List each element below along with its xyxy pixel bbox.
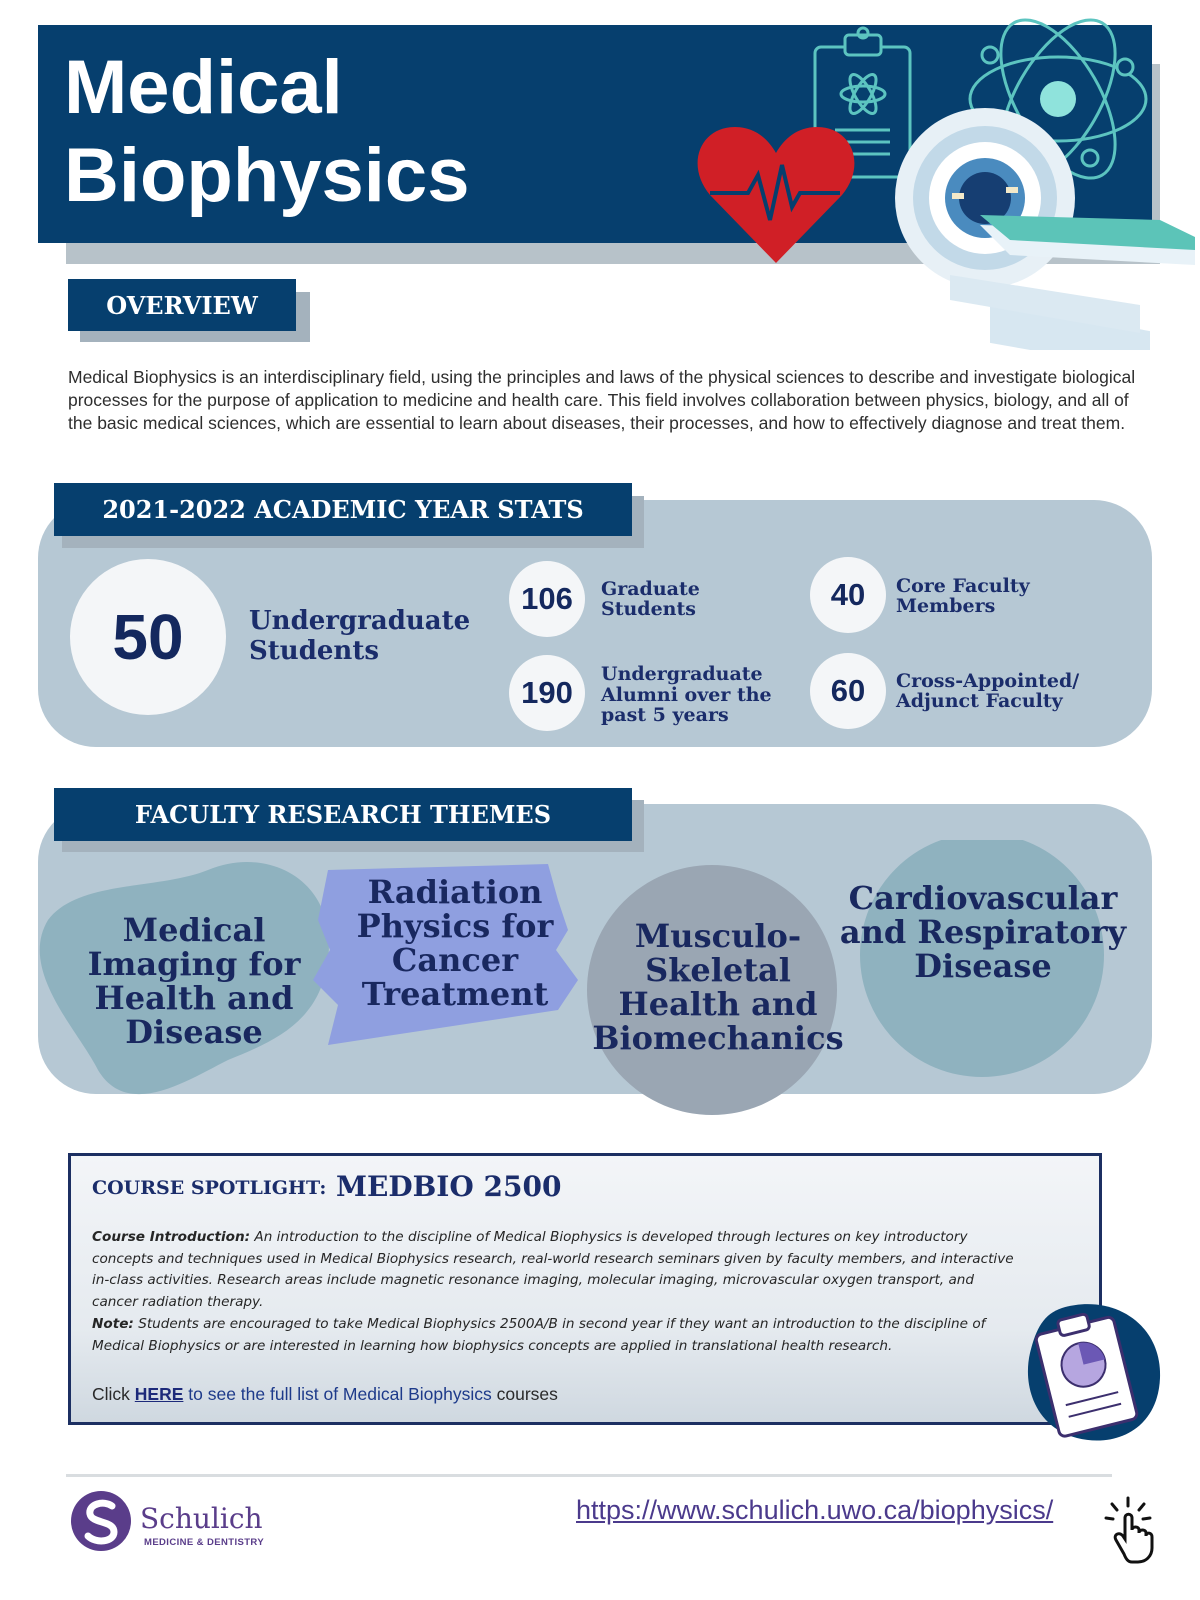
clipboard-chart-icon — [1022, 1298, 1166, 1448]
brand-name: Schulich — [140, 1502, 263, 1535]
theme-medical-imaging: Medical Imaging for Health and Disease — [87, 911, 301, 1051]
stat-alumni-value: 190 — [509, 655, 585, 731]
page-title: Medical Biophysics — [64, 45, 470, 218]
course-code: MEDBIO 2500 — [336, 1170, 562, 1203]
theme-cardiovascular: Cardiovascular and Respiratory Disease — [839, 879, 1127, 985]
mri-scanner-icon — [895, 108, 1195, 350]
footer-divider — [66, 1474, 1112, 1477]
website-link[interactable]: https://www.schulich.uwo.ca/biophysics/ — [576, 1495, 1054, 1525]
course-note — [92, 1314, 1022, 1357]
pointer-hand-icon — [1094, 1494, 1164, 1566]
theme-musculoskeletal: Musculo- Skeletal Health and Biomechanics — [592, 917, 844, 1057]
course-note-label: Note: — [92, 1316, 134, 1332]
course-introduction-label: Course Introduction: — [92, 1229, 251, 1245]
theme-radiation-physics: Radiation Physics for Cancer Treatment — [356, 873, 554, 1013]
overview-heading: OVERVIEW — [68, 279, 296, 331]
stat-adjunct-faculty-label: Cross-Appointed/ Adjunct Faculty — [896, 670, 1080, 712]
course-introduction — [92, 1227, 1022, 1313]
course-introduction-text: An introduction to the discipline of Medical Biophysics is developed through lectures on key introductory concepts and techniques used in Medical Biophysics research, real-world research seminars given by faculty members, and interactive in-class activities. Research areas include magnetic resonance imaging, molecular imaging, microvascular oxygen transport, and cancer radiation therapy. — [92, 1229, 1014, 1310]
course-spotlight-label: COURSE SPOTLIGHT: — [92, 1177, 327, 1199]
stat-core-faculty-label: Core Faculty Members — [896, 575, 1030, 617]
header-illustration — [690, 15, 1195, 350]
heart-pulse-icon — [698, 127, 855, 263]
stat-undergrad-value: 50 — [70, 559, 226, 715]
schulich-logo-icon — [70, 1490, 132, 1552]
stat-adjunct-faculty-value: 60 — [810, 653, 886, 729]
stat-graduate-value: 106 — [509, 561, 585, 637]
stats-heading: 2021-2022 ACADEMIC YEAR STATS — [54, 483, 632, 536]
course-list-link[interactable]: HERE — [134, 1384, 184, 1404]
stat-core-faculty-value: 40 — [810, 557, 886, 633]
brand-subtitle: MEDICINE & DENTISTRY — [144, 1537, 265, 1548]
stat-graduate-label: Graduate Students — [601, 578, 700, 620]
stat-undergrad-label: Undergraduate Students — [249, 606, 471, 666]
course-note-text: Students are encouraged to take Medical Biophysics 2500A/B in second year if they want an introduction to the discipline of Medical Biophysics or are interested in learning how biophysics concepts are applied in translational health research. — [92, 1316, 986, 1354]
course-list-line: Click HERE to see the full list of Medical Biophysics courses — [92, 1384, 558, 1404]
overview-text: Medical Biophysics is an interdisciplinary field, using the principles and laws of the physical sciences to describe and investigate biological processes for the purpose of application to medicine and health care. This field involves collaboration between physics, biology, and all of the basic medical sciences, which are essential to learn about diseases, their processes, and how to effectively diagnose and treat them. — [68, 367, 1136, 433]
stat-alumni-label: Undergraduate Alumni over the past 5 years — [601, 663, 772, 726]
research-heading: FACULTY RESEARCH THEMES — [54, 788, 632, 841]
